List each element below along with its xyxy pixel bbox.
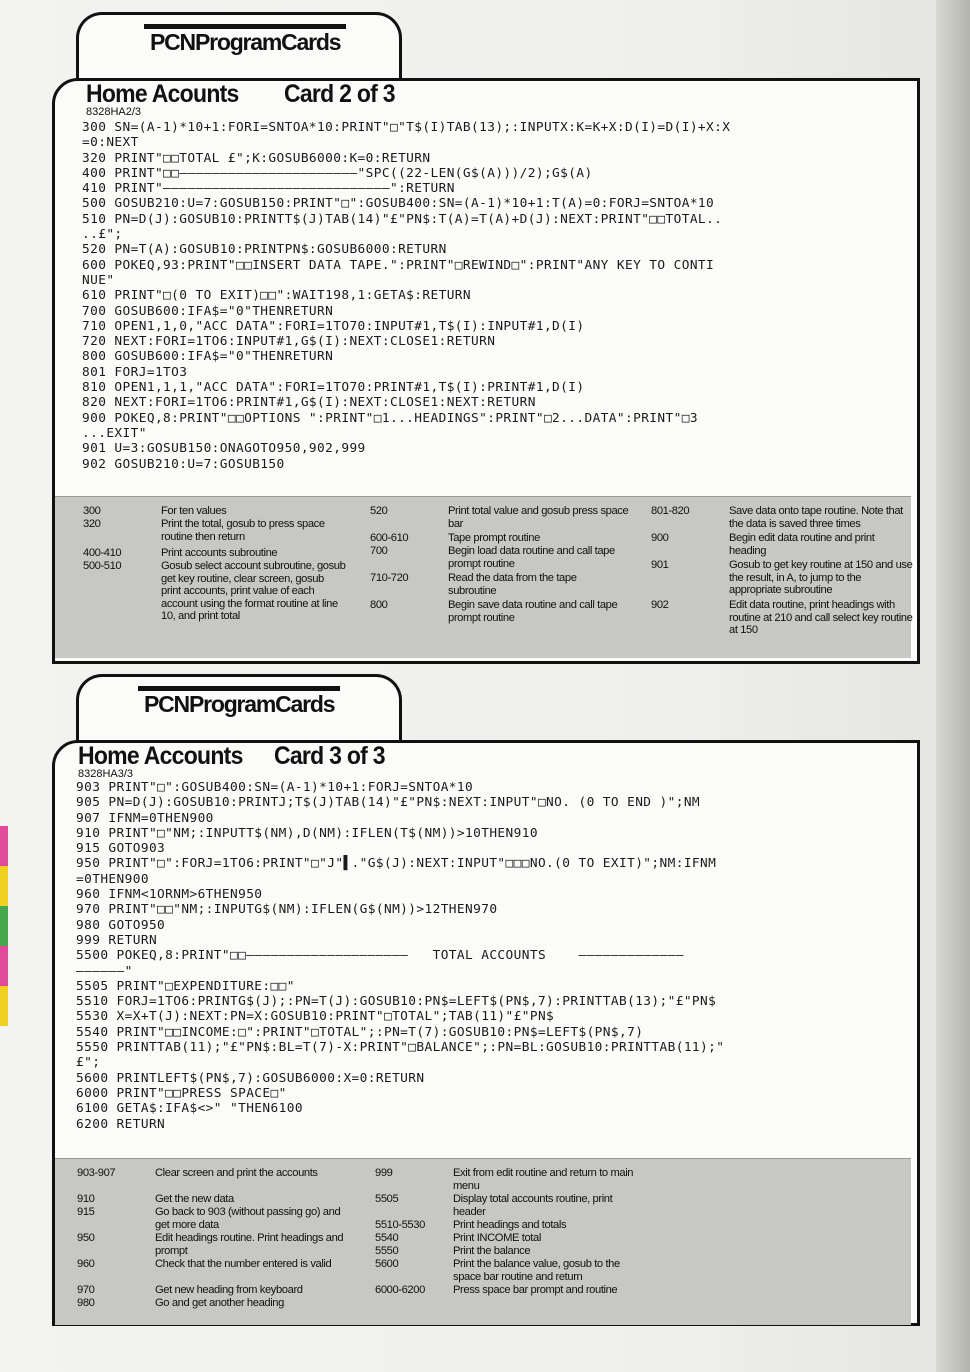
program-card-2 xyxy=(52,12,920,664)
program-card-3 xyxy=(52,674,920,1326)
brand-logo: PCNProgramCards xyxy=(144,24,346,56)
line-notes-panel: 300 For ten values 320 Print the total, gosub to press space routine then return 400-410 Print accounts subroutine 500-510 Gosub select account subroutine, gosub get key routine, clear screen, gosub print accounts, print value of each account using the format routine at line 10, and print total 520 Print total value and gosub press space bar 600-610 Tape prompt routine 700 Begin load data routine and call tape prompt routine 710-720 Read the data from the tape subroutine 800 Begin save data routine and call tape prompt routine 801-820 Save data onto tape routine. Note that the data is saved three times 900 Begin edit data routine and print heading 901 Gosub to get key routine at 150 and use the result, in A, to jump to the appropriate subroutine 902 Edit data routine, print headings with routine at 210 and call select key routine at 150 xyxy=(55,496,911,658)
brand-logo: PCNProgramCards xyxy=(138,686,340,718)
page-edge-shadow xyxy=(936,0,970,1372)
card-number: Card 3 of 3 xyxy=(274,742,385,770)
program-listing: 903 PRINT"□":GOSUB400:SN=(A-1)*10+1:FORJ=SNTOA*10 905 PN=D(J):GOSUB10:PRINTJ;T$(J)TAB(14)"£"PN$:NEXT:INPUT"□NO. (0 TO END )";NM 907 IFNM=0THEN900 910 PRINT"□"NM;:INPUTT$(NM),D(NM):IFLEN(T$(NM))>10THEN910 915 GOTO903 950 PRINT"□":FORJ=1TO6:PRINT"□"J"▌."G$(J):NEXT:INPUT"□□□NO.(0 TO EXIT)";NM:IFNM =0THEN900 960 IFNM<1ORNM>6THEN950 970 PRINT"□□"NM;:INPUTG$(NM):IFLEN(G$(NM))>12THEN970 980 GOTO950 999 RETURN 5500 POKEQ,8:PRINT"□□———————————————————— TOTAL ACCOUNTS ————————————— ——————" 5505 PRINT"□EXPENDITURE:□□" 5510 FORJ=1TO6:PRINTG$(J);:PN=T(J):GOSUB10:PN$=LEFT$(PN$,7):PRINTTAB(13);"£"PN$ 5530 X=X+T(J):NEXT:PN=X:GOSUB10:PRINT"□TOTAL";TAB(11)"£"PN$ 5540 PRINT"□□INCOME:□":PRINT"□TOTAL";:PN=T(7):GOSUB10:PN$=LEFT$(PN$,7) 5550 PRINTTAB(11);"£"PN$:BL=T(7)-X:PRINT"□BALANCE";:PN=BL:GOSUB10:PRINTTAB(11);" £"; 5600 PRINTLEFT$(PN$,7):GOSUB6000:X=0:RETURN 6000 PRINT"□□PRESS SPACE□" 6100 GETA$:IFA$<>" "THEN6100 6200 RETURN xyxy=(76,780,725,1132)
color-index-tabs xyxy=(0,826,8,1026)
card-code: 8328HA2/3 xyxy=(86,106,142,118)
line-notes-panel: 903-907 Clear screen and print the accounts 910 Get the new data 915 Go back to 903 (without passing go) and get more data 950 Edit headings routine. Print headings and prompt 960 Check that the number entered is valid 970 Get new heading from keyboard 980 Go and get another heading 999 Exit from edit routine and return to main menu 5505 Display total accounts routine, print header 5510-5530 Print headings and totals 5540 Print INCOME total 5550 Print the balance 5600 Print the balance value, gosub to the space bar routine and return 6000-6200 Press space bar prompt and routine xyxy=(55,1158,911,1325)
card-title: Home Accounts xyxy=(78,742,243,770)
program-listing: 300 SN=(A-1)*10+1:FORI=SNTOA*10:PRINT"□"T$(I)TAB(13);:INPUTX:K=K+X:D(I)=D(I)+X:X =0:NEXT 320 PRINT"□□TOTAL £";K:GOSUB6000:K=0:RETURN 400 PRINT"□□——————————————————————"SPC((22-LEN(G$(A)))/2);G$(A) 410 PRINT"————————————————————————————":RETURN 500 GOSUB210:U=7:GOSUB150:PRINT"□":GOSUB400:SN=(A-1)*10+1:T(A)=0:FORJ=SNTOA*10 510 PN=D(J):GOSUB10:PRINTT$(J)TAB(14)"£"PN$:T(A)=T(A)+D(J):NEXT:PRINT"□□TOTAL.. ..£"; 520 PN=T(A):GOSUB10:PRINTPN$:GOSUB6000:RETURN 600 POKEQ,93:PRINT"□□INSERT DATA TAPE.":PRINT"□REWIND□":PRINT"ANY KEY TO CONTI NUE" 610 PRINT"□(0 TO EXIT)□□":WAIT198,1:GETA$:RETURN 700 GOSUB600:IFA$="0"THENRETURN 710 OPEN1,1,0,"ACC DATA":FORI=1TO70:INPUT#1,T$(I):INPUT#1,D(I) 720 NEXT:FORI=1TO6:INPUT#1,G$(I):NEXT:CLOSE1:RETURN 800 GOSUB600:IFA$="0"THENRETURN 801 FORJ=1TO3 810 OPEN1,1,1,"ACC DATA":FORI=1TO70:PRINT#1,T$(I):PRINT#1,D(I) 820 NEXT:FORI=1TO6:PRINT#1,G$(I):NEXT:CLOSE1:NEXT:RETURN 900 POKEQ,8:PRINT"□□OPTIONS ":PRINT"□1...HEADINGS":PRINT"□2...DATA":PRINT"□3 ...EXIT" 901 U=3:GOSUB150:ONAGOTO950,902,999 902 GOSUB210:U=7:GOSUB150 xyxy=(82,120,731,472)
card-number: Card 2 of 3 xyxy=(284,80,395,108)
card-title: Home Acounts xyxy=(86,80,239,108)
card-code: 8328HA3/3 xyxy=(78,768,134,780)
